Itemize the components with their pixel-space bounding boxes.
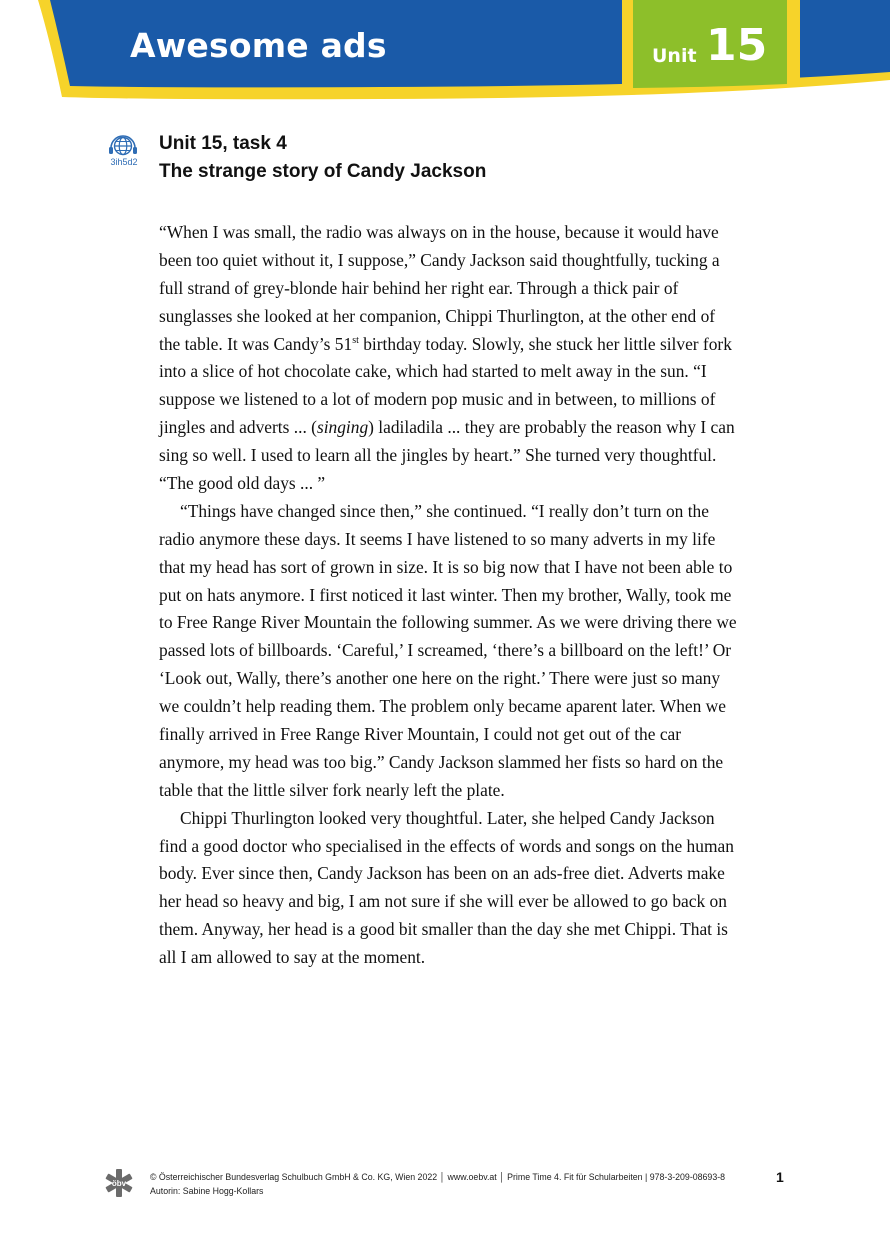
unit-number: 15 [706,20,768,71]
story-line: into a slice of hot chocolate cake, which had started to melt away in the sun. “I [159,361,707,382]
unit-label: Unit [652,45,697,67]
story-line: anymore, my head was too big.” Candy Jackson slammed her fists so hard on the [159,751,724,772]
header-banner [0,0,890,110]
story-line: Chippi Thurlington looked very thoughtful. Later, she helped Candy Jackson [180,807,715,828]
story-title: The strange story of Candy Jackson [159,161,487,182]
story-line: passed lots of billboards. ‘Careful,’ I screamed, ‘there’s a billboard on the left!’ Or [159,640,732,661]
story-line: full strand of grey-blonde hair behind her right ear. Through a thick pair of [159,277,679,298]
story-line: “When I was small, the radio was always on in the house, because it would have [159,222,719,242]
story-line: radio anymore these days. It seems I have listened to so many adverts in my life [159,528,716,549]
story-text [159,219,799,972]
story-text-segment: birthday today. Slowly, she stuck her little silver fork [358,333,732,354]
story-line: find a good doctor who specialised in the effects of words and songs on the human [159,835,734,856]
web-code[interactable]: 3ih5d2 [110,157,138,167]
page-title: Awesome ads [130,26,387,65]
story-line: sing so well. I used to learn all the jingles by heart.” She turned very thoughtful. [159,445,717,466]
story-line: to Free Range River Mountain the following summer. As we were driving there we [159,612,737,633]
story-line: them. Anyway, her head is a good bit smaller than the day she met Chippi. That is [159,919,728,940]
story-text-segment: the table. It was Candy’s 51 [159,333,353,354]
story-line: table that the little silver fork nearly left the plate. [159,779,505,800]
logo-text: öbv [111,1179,127,1188]
story-line: all I am allowed to say at the moment. [159,947,426,968]
story-line: finally arrived in Free Range River Mountain, I could not get out of the car [159,724,682,745]
footer-author: Autorin: Sabine Hogg-Kollars [150,1186,264,1196]
stage-direction: singing [316,417,369,438]
story-line: been too quiet without it, I suppose,” Candy Jackson said thoughtfully, tucking a [159,249,720,270]
story-text-segment: ) ladiladila ... they are probably the reason why I can [368,417,735,438]
story-line [159,331,799,359]
story-text-segment: jingles and adverts ... ( [159,417,317,438]
story-line: we couldn’t help reading them. The problem only became aparent later. When we [159,696,726,717]
story-line: “The good old days ... ” [159,473,326,494]
story-line: suppose we listened to a lot of modern pop music and in between, to millions of [159,389,716,410]
task-title: Unit 15, task 4 [159,133,287,154]
story-line: ‘Look out, Wally, there’s another one here on the right.’ There were just so many [159,668,721,689]
story-line: body. Ever since then, Candy Jackson has been on an ads-free diet. Adverts make [159,863,725,884]
story-line: sunglasses she looked at her companion, Chippi Thurlington, at the other end of [159,305,716,326]
story-line: “Things have changed since then,” she continued. “I really don’t turn on the [180,500,709,521]
oebv-logo-icon [104,1168,134,1198]
story-line [159,414,799,442]
footer-copyright: © Österreichischer Bundesverlag Schulbuch GmbH & Co. KG, Wien 2022 │ www.oebv.at │ Prime Time 4. Fit für Schularbeiten | 978-3-209-08693-8 [150,1172,726,1182]
story-line: put on hats anymore. I first noticed it last winter. Then my brother, Wally, took me [159,584,732,605]
ordinal-suffix: st [352,334,359,346]
story-line: that my head has sort of grown in size. It is so big now that I have not been able to [159,556,733,577]
page-number: 1 [776,1169,784,1185]
story-line: her head so heavy and big, I am not sure if she will ever be allowed to go back on [159,891,727,912]
